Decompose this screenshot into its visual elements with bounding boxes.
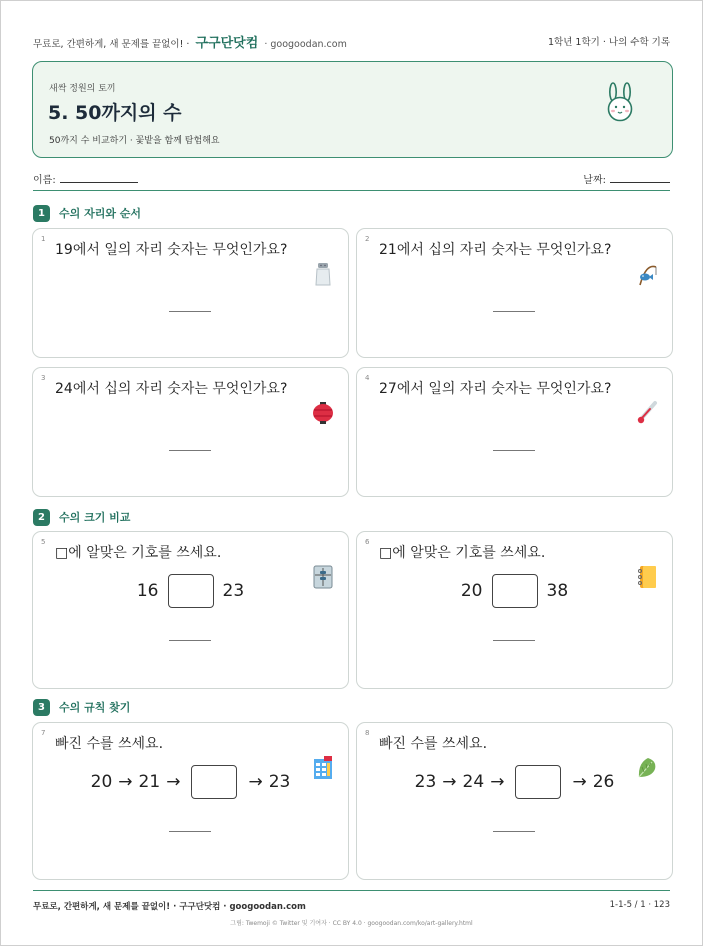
sequence-arrow: → (442, 772, 457, 792)
answer-line[interactable] (169, 311, 211, 312)
answer-line[interactable] (493, 311, 535, 312)
date-label: 날짜: (583, 175, 606, 186)
question-number: 5 (41, 538, 46, 546)
question-card (356, 531, 673, 689)
question-text: 21에서 십의 자리 숫자는 무엇인가요? (379, 242, 612, 258)
red-lantern-icon (312, 400, 334, 426)
question-number: 1 (41, 235, 46, 243)
date-blank[interactable] (610, 173, 670, 183)
leafy-green-icon (636, 755, 658, 781)
site-url: · googoodan.com (264, 38, 347, 50)
question-card (356, 722, 673, 880)
left-number: 16 (136, 581, 159, 601)
sequence-row (357, 765, 672, 799)
sequence-number: 24 (462, 772, 485, 792)
right-number: 38 (546, 581, 569, 601)
answer-line[interactable] (169, 640, 211, 641)
question-number: 4 (365, 374, 370, 382)
footer-tagline: 무료로, 간편하게, 새 문제를 끝없이! · 구구단닷컴 · googoodan.com (33, 902, 306, 912)
answer-box[interactable] (515, 765, 561, 799)
image-credit: 그림: Twemoji © Twitter 및 기여자 · CC BY 4.0 · googoodan.com/ko/art-gallery.html (230, 920, 473, 927)
page-code: 1-1-5 / 1 · 123 (609, 900, 670, 910)
sequence-arrow: → (490, 772, 505, 792)
salt-shaker-icon (312, 261, 334, 287)
question-card (32, 531, 349, 689)
sequence-number: 23 (268, 772, 291, 792)
footer (33, 900, 670, 912)
thermometer-icon (636, 400, 658, 426)
brand-name: 구구단닷컴 (195, 35, 259, 51)
footer-divider (33, 890, 670, 891)
question-text: 빠진 수를 쓰세요. (379, 736, 488, 752)
question-number: 2 (365, 235, 370, 243)
left-number: 20 (460, 581, 483, 601)
notebook-icon (636, 564, 658, 590)
unit-description: 50까지 수 비교하기 · 꽃밭을 함께 탐험해요 (49, 136, 220, 146)
tagline: 무료로, 간편하게, 새 문제를 끝없이! · (33, 38, 190, 50)
section-number: 1 (33, 205, 50, 222)
sequence-arrow: → (248, 772, 263, 792)
question-number: 3 (41, 374, 46, 382)
compare-row (33, 574, 348, 608)
sequence-arrow: → (118, 772, 133, 792)
answer-line[interactable] (493, 831, 535, 832)
hotel-icon (312, 755, 334, 781)
answer-line[interactable] (493, 450, 535, 451)
question-card (32, 228, 349, 358)
unit-title: 5. 50까지의 수 (48, 102, 182, 124)
compare-row (357, 574, 672, 608)
answer-box[interactable] (168, 574, 214, 608)
question-text: 빠진 수를 쓰세요. (55, 736, 164, 752)
question-card (32, 722, 349, 880)
question-text: 19에서 일의 자리 숫자는 무엇인가요? (55, 242, 288, 258)
date-field[interactable] (583, 171, 670, 190)
sequence-number: 26 (592, 772, 615, 792)
sequence-number: 21 (138, 772, 161, 792)
section-number: 3 (33, 699, 50, 716)
question-number: 7 (41, 729, 46, 737)
answer-line[interactable] (169, 450, 211, 451)
unit-header (32, 61, 673, 158)
answer-line[interactable] (169, 831, 211, 832)
abacus-icon (312, 564, 334, 590)
rabbit-icon (602, 82, 638, 122)
name-date-row (33, 171, 670, 191)
fishing-pole-icon (636, 261, 658, 287)
question-text: □에 알맞은 기호를 쓰세요. (55, 545, 222, 561)
section-2-title (33, 508, 130, 526)
question-text: 24에서 십의 자리 숫자는 무엇인가요? (55, 381, 288, 397)
section-label: 수의 자리와 순서 (59, 207, 142, 220)
section-label: 수의 규칙 찾기 (59, 701, 131, 714)
sequence-number: 23 (414, 772, 437, 792)
sequence-arrow: → (166, 772, 181, 792)
top-bar (33, 31, 670, 51)
top-left (33, 32, 347, 51)
section-3-title (33, 698, 130, 716)
question-text: □에 알맞은 기호를 쓰세요. (379, 545, 546, 561)
sequence-row (33, 765, 348, 799)
name-field[interactable] (33, 171, 138, 190)
question-card (356, 367, 673, 497)
question-number: 8 (365, 729, 370, 737)
section-label: 수의 크기 비교 (59, 511, 131, 524)
unit-subtitle: 새싹 정원의 토끼 (49, 84, 116, 94)
answer-box[interactable] (492, 574, 538, 608)
section-1-title (33, 204, 141, 222)
right-number: 23 (222, 581, 245, 601)
question-text: 27에서 일의 자리 숫자는 무엇인가요? (379, 381, 612, 397)
name-blank[interactable] (60, 173, 138, 183)
sequence-number: 20 (90, 772, 113, 792)
question-card (356, 228, 673, 358)
answer-line[interactable] (493, 640, 535, 641)
section-number: 2 (33, 509, 50, 526)
question-number: 6 (365, 538, 370, 546)
sequence-arrow: → (572, 772, 587, 792)
answer-box[interactable] (191, 765, 237, 799)
name-label: 이름: (33, 175, 56, 186)
question-card (32, 367, 349, 497)
top-right-label: 1학년 1학기 · 나의 수학 기록 (548, 37, 670, 48)
